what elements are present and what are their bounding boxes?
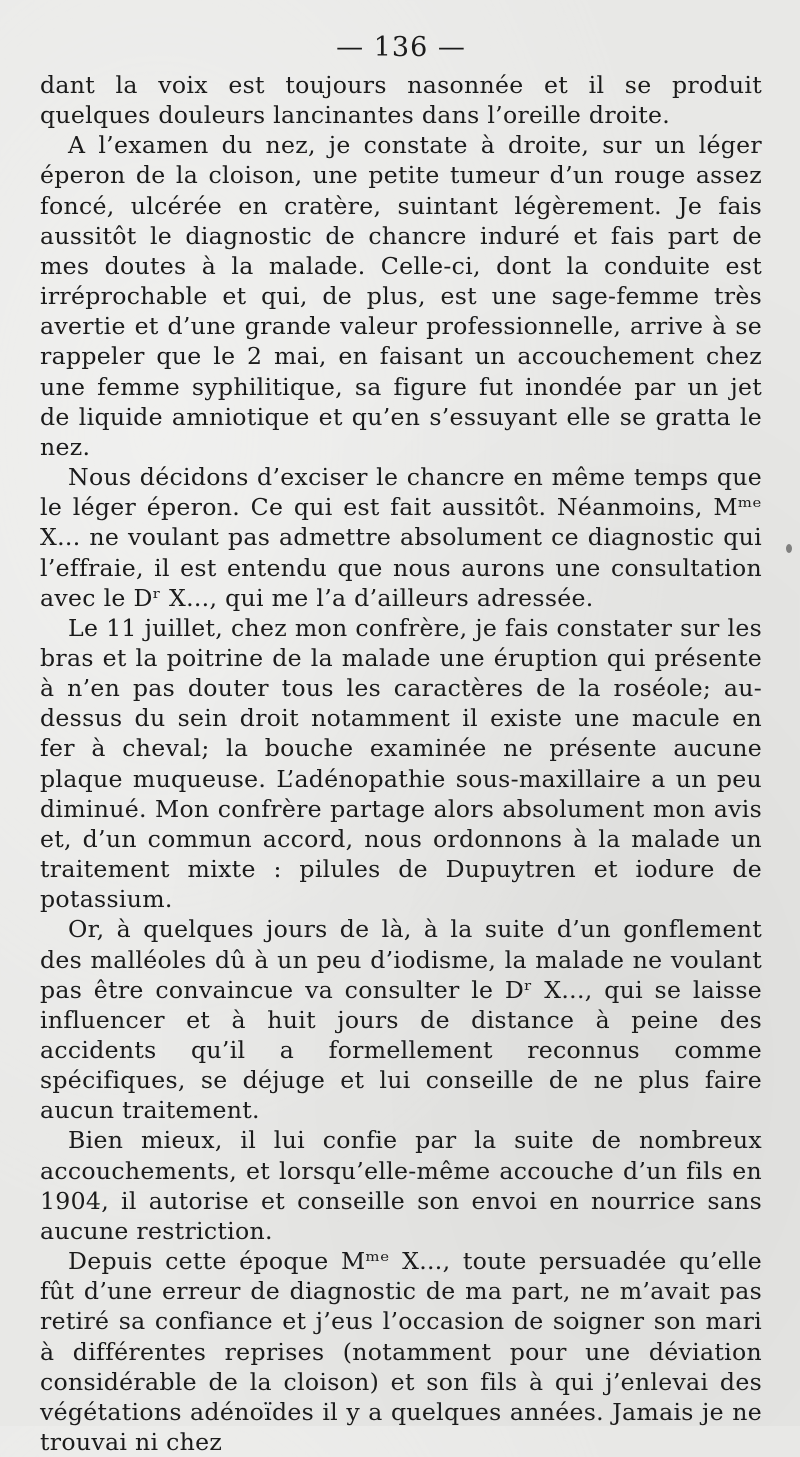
paragraph: Nous décidons d’exciser le chancre en même temps que le léger éperon. Ce qui est fait aussitôt. Néanmoins, Mᵐᵉ X... ne voulant pas admettre absolument ce diagnostic qui l’effraie, il est entendu que nous aurons une consultation avec le Dʳ X..., qui me l’a d’ailleurs adressée.	[40, 463, 762, 612]
paper-speck	[786, 544, 792, 553]
paragraph: Or, à quelques jours de là, à la suite d’un gonflement des malléoles dû à un peu d’iodisme, la malade ne voulant pas être convaincue va consulter le Dʳ X..., qui se laisse influencer et à huit jours de distance à peine des accidents qu’il a formellement reconnus comme spécifiques, se déjuge et lui conseille de ne plus faire aucun traitement.	[40, 915, 762, 1125]
body-text	[40, 70, 762, 1457]
book-page	[40, 30, 762, 1457]
page-number: — 136 —	[336, 32, 466, 63]
paragraph: Bien mieux, il lui confie par la suite de nombreux accouchements, et lorsqu’elle-même accouche d’un fils en 1904, il autorise et conseille son envoi en nourrice sans aucune restriction.	[40, 1126, 762, 1245]
paragraph: A l’examen du nez, je constate à droite, sur un léger éperon de la cloison, une petite tumeur d’un rouge assez foncé, ulcérée en cratère, suintant légèrement. Je fais aussitôt le diagnostic de chancre induré et fais part de mes doutes à la malade. Celle-ci, dont la conduite est irréprochable et qui, de plus, est une sage-femme très avertie et d’une grande valeur professionnelle, arrive à se rappeler que le 2 mai, en faisant un accouchement chez une femme syphilitique, sa figure fut inondée par un jet de liquide amniotique et qu’en s’essuyant elle se gratta le nez.	[40, 131, 762, 461]
paragraph: Depuis cette époque Mᵐᵉ X..., toute persuadée qu’elle fût d’une erreur de diagnostic de ma part, ne m’avait pas retiré sa confiance et j’eus l’occasion de soigner son mari à différentes reprises (notamment pour une déviation considérable de la cloison) et son fils à qui j’enlevai des végétations adénoïdes il y a quelques années. Jamais je ne trouvai ni chez	[40, 1247, 762, 1457]
paragraph: dant la voix est toujours nasonnée et il se produit quelques douleurs lancinantes dans l’oreille droite.	[40, 71, 762, 130]
paragraph: Le 11 juillet, chez mon confrère, je fais constater sur les bras et la poitrine de la malade une éruption qui présente à n’en pas douter tous les caractères de la roséole; au-dessus du sein droit notamment il existe une macule en fer à cheval; la bouche examinée ne présente aucune plaque muqueuse. L’adénopathie sous-maxillaire a un peu diminué. Mon confrère partage alors absolument mon avis et, d’un commun accord, nous ordonnons à la malade un traitement mixte : pilules de Dupuytren et iodure de potassium.	[40, 613, 762, 914]
